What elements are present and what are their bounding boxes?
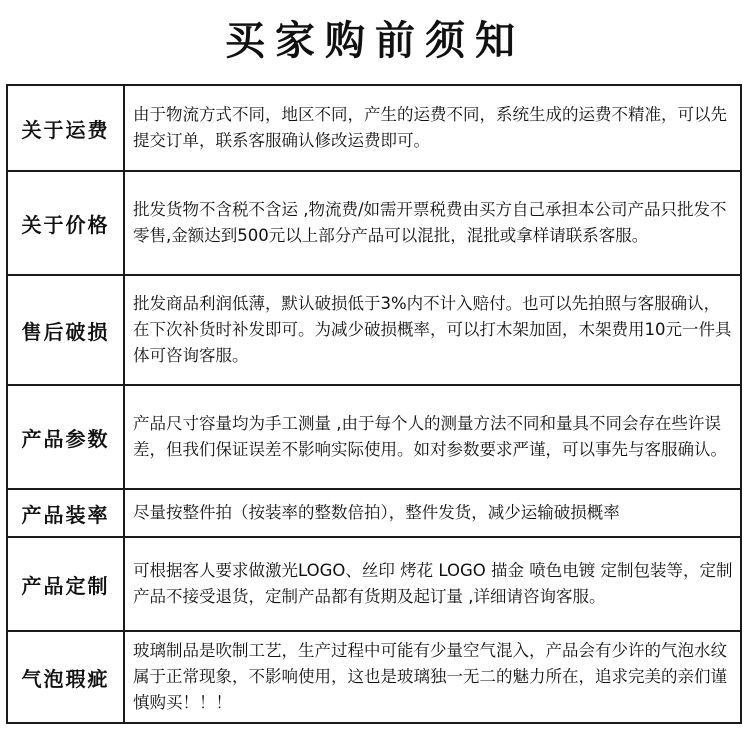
- row-text-packing: 尽量按整件拍（按装率的整数倍拍），整件发货，减少运输破损概率: [124, 489, 741, 537]
- table-row: [7, 489, 741, 537]
- row-text-shipping: 由于物流方式不同，地区不同，产生的运费不同，系统生成的运费不精准，可以先提交订单，联系客服确认修改运费即可。: [124, 85, 741, 171]
- row-label-shipping: 关于运费: [7, 85, 124, 171]
- table-row: [7, 171, 741, 275]
- row-label-after-sale: 售后破损: [7, 275, 124, 385]
- table-row: [7, 85, 741, 171]
- notice-table: [6, 84, 742, 724]
- row-text-price: 批发货物不含税不含运 ,物流费/如需开票税费由买方自己承担本公司产品只批发不零售,金额达到500元以上部分产品可以混批，混批或拿样请联系客服。: [124, 171, 741, 275]
- row-text-params: 产品尺寸容量均为手工测量 ,由于每个人的测量方法不同和量具不同会存在些许误差，但我们保证误差不影响实际使用。如对参数要求严谨，可以事先与客服确认。: [124, 385, 741, 489]
- table-row: [7, 537, 741, 631]
- row-label-params: 产品参数: [7, 385, 124, 489]
- row-text-after-sale: 批发商品利润低薄，默认破损低于3%内不计入赔付。也可以先拍照与客服确认，在下次补货时补发即可。为减少破损概率，可以打木架加固，木架费用10元一件具体可咨询客服。: [124, 275, 741, 385]
- row-text-custom: 可根据客人要求做激光LOGO、丝印 烤花 LOGO 描金 喷色电镀 定制包装等，定制产品不接受退货，定制产品都有货期及起订量 ,详细请咨询客服。: [124, 537, 741, 631]
- row-label-packing: 产品装率: [7, 489, 124, 537]
- row-label-custom: 产品定制: [7, 537, 124, 631]
- table-row: [7, 385, 741, 489]
- row-label-bubbles: 气泡瑕疵: [7, 631, 124, 723]
- table-row: [7, 631, 741, 723]
- table-row: [7, 275, 741, 385]
- row-text-bubbles: 玻璃制品是吹制工艺，生产过程中可能有少量空气混入，产品会有少许的气泡水纹属于正常现象，不影响使用，这也是玻璃独一无二的魅力所在，追求完美的亲们谨 慎购买！！！: [124, 631, 741, 723]
- row-label-price: 关于价格: [7, 171, 124, 275]
- page-title: 买家购前须知: [225, 17, 525, 64]
